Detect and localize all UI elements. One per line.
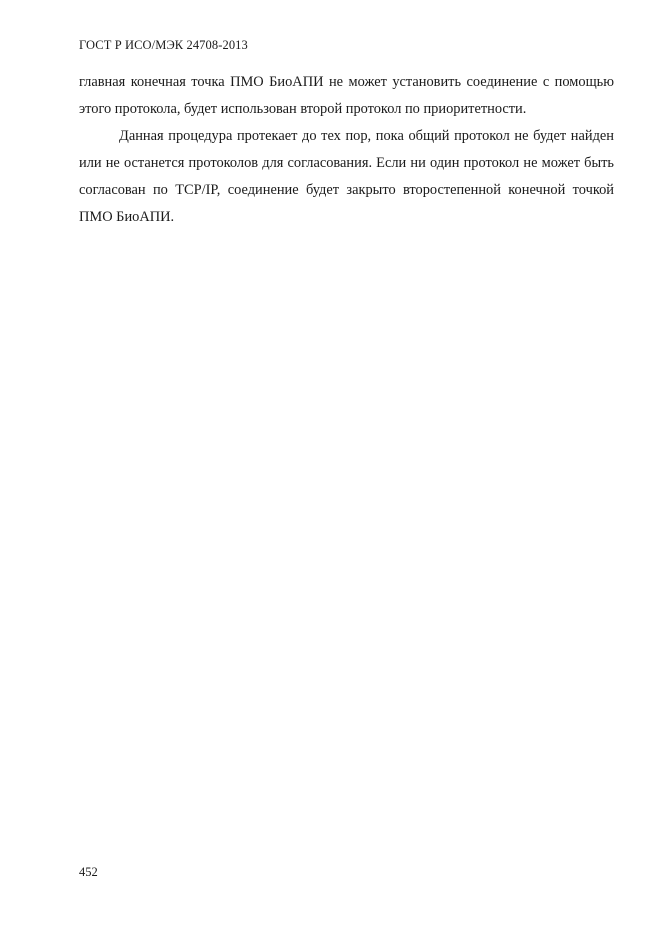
document-header: ГОСТ Р ИСО/МЭК 24708-2013 bbox=[79, 38, 248, 52]
paragraph-continuation: главная конечная точка ПМО БиоАПИ не может установить соединение с помощью этого протокола, будет использован второй протокол по приоритетности. bbox=[79, 74, 614, 117]
paragraph-procedure: Данная процедура протекает до тех пор, пока общий протокол не будет найден или не останется протоколов для согласования. Если ни один протокол не может быть согласован по TCP/IP, соединение будет закрыто второстепенной конечной точкой ПМО БиоАПИ. bbox=[79, 128, 614, 225]
document-body bbox=[79, 69, 614, 231]
page-number: 452 bbox=[79, 865, 98, 879]
